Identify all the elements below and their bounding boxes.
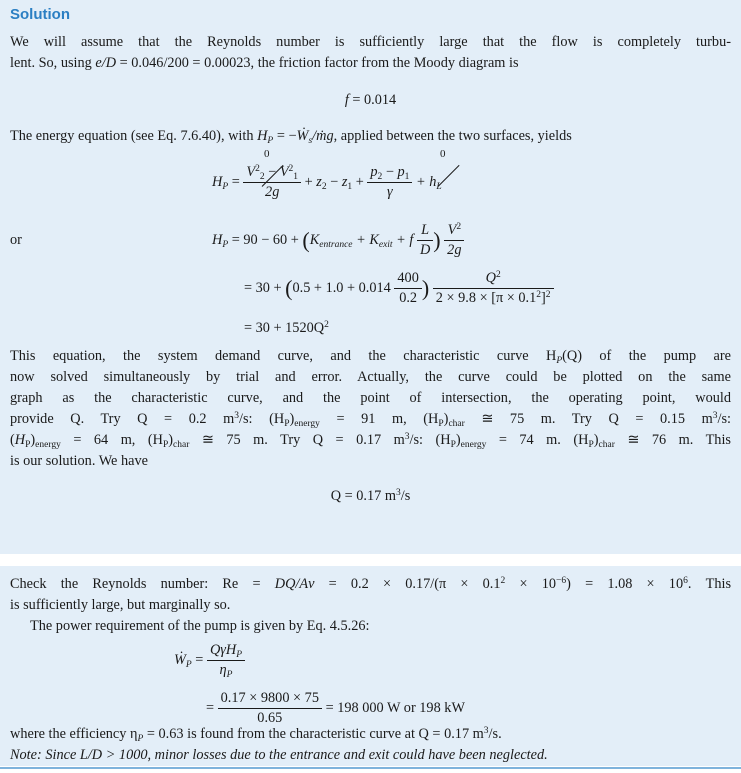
para4-line2: is sufficiently large, but marginally so. xyxy=(10,597,231,613)
para5-line1: where the efficiency $\eta_P = 0.63$ is found from the characteristic curve at Q = 0.17 $m^3/s$. xyxy=(10,726,502,744)
head-equation-numeric: = 30 + (0.5 + 1.0 + 0.014 $\frac{400}{0.2}$ ) $\frac{Q^2}{2 \times 9.8 \times [\pi \times 0.1^2]^2}$ xyxy=(244,270,554,307)
flow-rate-result: Q = 0.17 $m^3/s$ xyxy=(330,488,411,504)
para3-line6: is our solution. We have xyxy=(10,453,148,469)
friction-factor-equation: f = 0.014 xyxy=(344,92,397,108)
solution-heading: Solution xyxy=(10,6,70,23)
para4-line1: Check the Reynolds number: $Re = DQ/A\nu = 0.2 \times 0.17/(\pi \times 0.1^2 \times 10^{-6}) = 1.08 \times 10^6$. This xyxy=(10,576,732,592)
bottom-rule xyxy=(0,767,741,769)
head-equation-result: = $30 + 1520Q^2$ xyxy=(244,320,329,336)
para1-line1: We will assume that the Reynolds number is sufficiently large that the flow is completely turbu- xyxy=(10,34,731,50)
para1-line2: lent. So, using e/D = 0.046/200 = 0.00023, the friction factor from the Moody diagram is xyxy=(10,55,519,71)
para3-line4: provide Q. Try Q = 0.2 $m^3/s$: $(H_P)_{energy} = 91$ m, $(H_P)_{char}$ ≅ 75 m. Try Q = 0.15 $m^3/s$: xyxy=(10,411,732,429)
or-label: or xyxy=(10,232,22,248)
power-equation: Ẇ$_P$ = $\frac{Q\gamma H_P}{\eta_P}$ xyxy=(174,642,245,679)
para3-line2: now solved simultaneously by trial and error. Actually, the curve could be plotted on the same xyxy=(10,369,731,385)
para3-line3: graph as the characteristic curve, and the point of intersection, the operating point, would xyxy=(10,390,731,406)
power-equation-numeric: = $\frac{0.17 \times 9800 \times 75}{0.65}$ = 198 000 W or 198 kW xyxy=(206,690,465,726)
para4-line3: The power requirement of the pump is given by Eq. 4.5.26: xyxy=(30,618,370,634)
head-equation: $H_P = 90 - 60 + (K_{entrance} + K_{exit} + f$ $\frac{L}{D}$ ) $\frac{V^2}{2g}$ xyxy=(212,222,464,259)
para3-line1: This equation, the system demand curve, and the characteristic curve $H_P(Q)$ of the pump are xyxy=(10,348,731,366)
para2-line: The energy equation (see Eq. 7.6.40), with $H_P$ = −Ẇ$_s$/ṁg, applied between the two surfaces, yields xyxy=(10,128,572,146)
solution-panel-bottom xyxy=(0,566,741,766)
solution-panel-top: Solution We will assume that the Reynolds number is sufficiently large that the flow is completely turbu- lent. So, using e/D = 0.046/200 = 0.00023, the friction factor from the Moody diagram is f = 0.014 The energy equation (see Eq. 7.6.40), with $H_P$ = −Ẇ$_s$/ṁg, applied between the two surfaces, yields 0 0 $H_P$ = $\frac{V^2_2 - V^2_1}{2g}$ + $z_2 - z_1$ + $\frac{p_2 - p_1}{\gamma}$ + $h_L$ or $H_P = 90 - 60 + (K_{entrance} + K_{exit} + f$ $\frac{L}{D}$ ) $\frac{V^2}{2g}$ = 30 + (0.5 + 1.0 + 0.014 $\frac{400}{0.2}$ ) $\frac{Q^2}{2 \times 9.8 \times [\pi \times 0.1^2]^2}$ = $30 + 1520Q^2$ This equation, the system demand curve, and the characteristic curve $H_P(Q)$ of the pump are now solved simultaneously by trial and error. Actually, the curve could be plotted on the same graph as the characteristic curve, and the point of intersection, the operating point, would provide Q. Try Q = 0.2 $m^3/s$: $(H_P)_{energy} = 91$ m, $(H_P)_{char}$ ≅ 75 m. Try Q = 0.15 $m^3/s$: $(H_P)_{energy} = 64$ m, $(H_P)_{char}$ ≅ 75 m. Try Q = 0.17 $m^3/s$: $(H_P)_{energy} = 74$ m. $(H_P)_{char}$ ≅ 76 m. This is our solution. We have Q = 0.17 $m^3/s$ xyxy=(0,0,741,554)
para3-line5: $(H_P)_{energy} = 64$ m, $(H_P)_{char}$ ≅ 75 m. Try Q = 0.17 $m^3/s$: $(H_P)_{energy} = 74$ m. $(H_P)_{char}$ ≅ 76 m. This xyxy=(10,432,731,450)
para5-line2: Note: Since L/D > 1000, minor losses due to the entrance and exit could have been neglected. xyxy=(10,747,548,763)
